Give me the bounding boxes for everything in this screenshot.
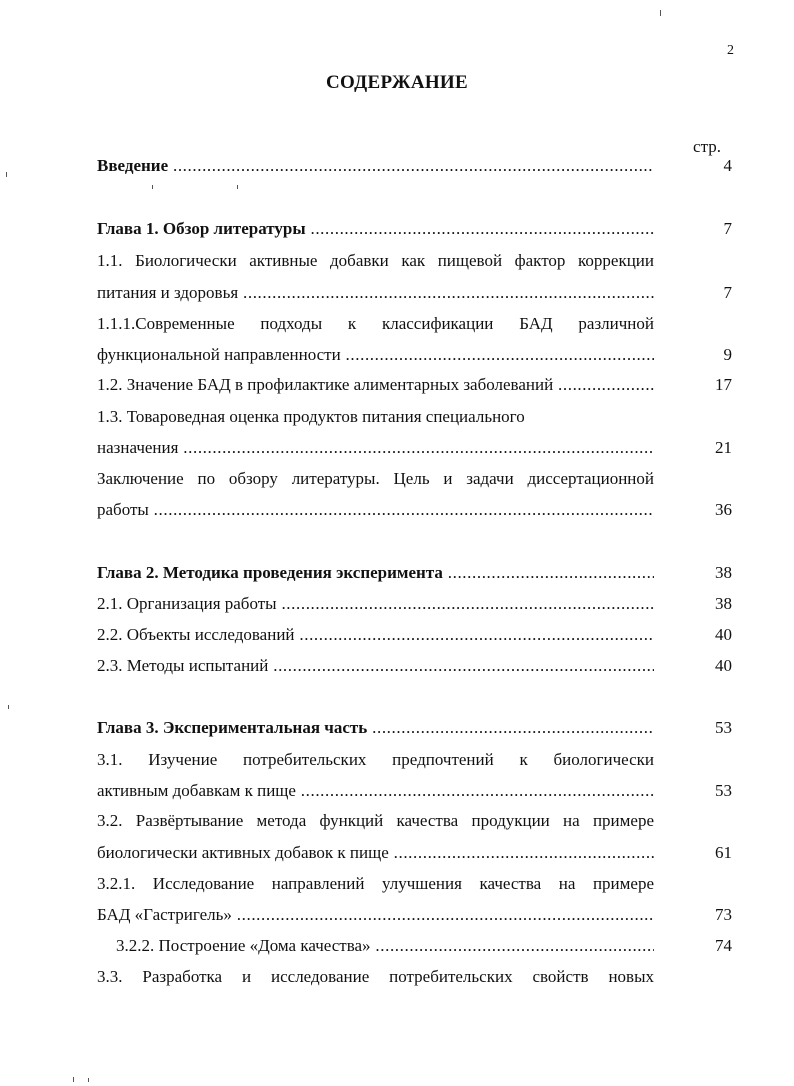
toc-entry-text: работы .....	[97, 500, 654, 519]
toc-entry-3-2-1: 3.2.1. Исследование направлений улучшения качества на примере	[97, 874, 654, 893]
toc-page-number: 7	[723, 283, 732, 302]
toc-entry-text: 2.2. Объекты исследований .....	[97, 625, 654, 644]
scan-speck	[6, 172, 7, 177]
toc-entry-introduction	[97, 153, 654, 179]
toc-entry-3-1-cont	[97, 778, 654, 804]
toc-page-number: 17	[715, 375, 732, 394]
toc-page-number: 61	[715, 843, 732, 862]
toc-entry-2-3	[97, 653, 654, 679]
scan-speck	[660, 10, 661, 16]
scan-speck	[73, 1077, 74, 1082]
toc-entry-1-1: 1.1. Биологически активные добавки как пищевой фактор коррекции	[97, 251, 654, 270]
toc-page-number: 36	[715, 500, 732, 519]
scan-speck	[8, 705, 9, 709]
toc-page-number: 40	[715, 625, 732, 644]
toc-page-number: 73	[715, 905, 732, 924]
toc-page-number: 53	[715, 718, 732, 737]
toc-entry-text: Глава 2. Методика проведения эксперимента .....	[97, 563, 654, 582]
toc-entry-3-1: 3.1. Изучение потребительских предпочтений к биологически	[97, 750, 654, 769]
toc-entry-1-1-cont	[97, 280, 654, 306]
scan-speck	[237, 185, 238, 189]
toc-entry-text: биологически активных добавок к пище .....	[97, 843, 654, 862]
toc-entry-3-2: 3.2. Развёртывание метода функций качества продукции на примере	[97, 811, 654, 830]
toc-entry-text: БАД «Гастригель» .....	[97, 905, 654, 924]
toc-entry-conclusion: Заключение по обзору литературы. Цель и задачи диссертационной	[97, 469, 654, 488]
toc-page-number: 9	[723, 345, 732, 364]
toc-entry-text: функциональной направленности .....	[97, 345, 654, 364]
toc-entry-3-2-2	[116, 933, 654, 959]
toc-entry-2-1	[97, 591, 654, 617]
toc-chapter-2	[97, 560, 654, 586]
toc-entry-text: Глава 1. Обзор литературы .....	[97, 219, 654, 238]
toc-page-number: 21	[715, 438, 732, 457]
toc-entry-text: 2.3. Методы испытаний .....	[97, 656, 654, 675]
toc-page-number: 40	[715, 656, 732, 675]
toc-entry-1-1-1-cont	[97, 342, 654, 368]
scan-speck	[88, 1078, 89, 1082]
toc-page-number: 53	[715, 781, 732, 800]
toc-page-number: 38	[715, 563, 732, 582]
toc-entry-1-3-cont	[97, 435, 654, 461]
toc-page-number: 4	[723, 156, 732, 175]
toc-entry-2-2	[97, 622, 654, 648]
toc-chapter-3	[97, 715, 654, 741]
toc-entry-3-2-1-cont	[97, 902, 654, 928]
toc-entry-1-3: 1.3. Товароведная оценка продуктов питания специального	[97, 407, 525, 426]
toc-entry-text: Введение .....	[97, 156, 654, 175]
toc-entry-1-2	[97, 372, 654, 398]
pages-column-header: стр.	[693, 137, 721, 156]
toc-page-number: 7	[723, 219, 732, 238]
page-title: СОДЕРЖАНИЕ	[326, 72, 468, 93]
toc-page-number: 38	[715, 594, 732, 613]
toc-entry-text: 1.2. Значение БАД в профилактике алиментарных заболеваний .....	[97, 375, 654, 394]
toc-entry-text: 3.2.2. Построение «Дома качества» .....	[116, 936, 654, 955]
toc-entry-3-2-cont	[97, 840, 654, 866]
scan-speck	[152, 185, 153, 189]
toc-entry-3-3: 3.3. Разработка и исследование потребительских свойств новых	[97, 967, 654, 986]
toc-entry-text: Глава 3. Экспериментальная часть .....	[97, 718, 654, 737]
toc-entry-1-1-1: 1.1.1.Современные подходы к классификации БАД различной	[97, 314, 654, 333]
toc-entry-conclusion-cont	[97, 497, 654, 523]
toc-entry-text: 2.1. Организация работы .....	[97, 594, 654, 613]
toc-entry-text: активным добавкам к пище .....	[97, 781, 654, 800]
toc-page-number: 74	[715, 936, 732, 955]
toc-chapter-1	[97, 216, 654, 242]
toc-entry-text: назначения .....	[97, 438, 654, 457]
page-number: 2	[727, 43, 734, 58]
toc-entry-text: питания и здоровья .....	[97, 283, 654, 302]
